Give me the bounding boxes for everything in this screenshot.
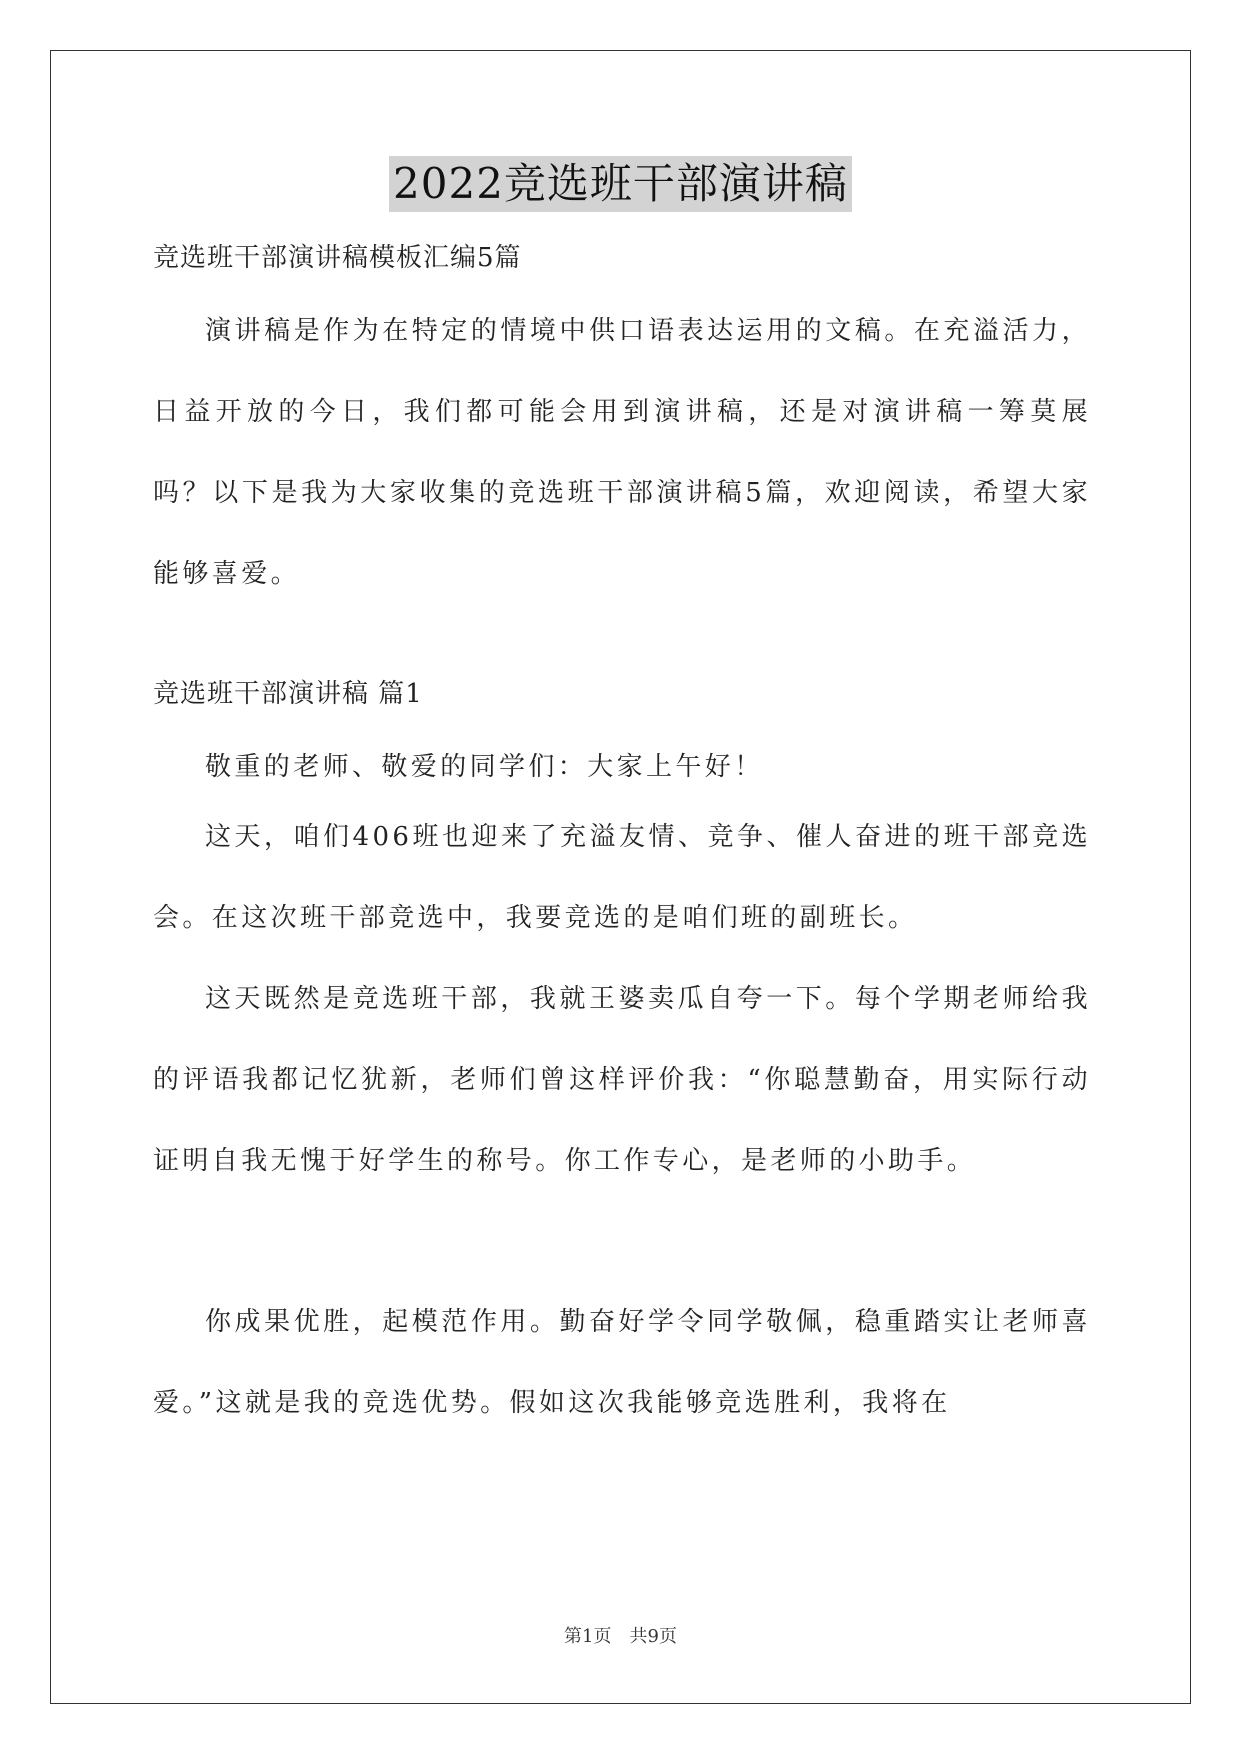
section1-paragraph-2: 这天既然是竞选班干部，我就王婆卖瓜自夸一下。每个学期老师给我的评语我都记忆犹新，老师们曾这样评价我：“你聪慧勤奋，用实际行动证明自我无愧于好学生的称号。你工作专心，是老师的小助手。: [153, 984, 1091, 1176]
section1-paragraph-3: 你成果优胜，起模范作用。勤奋好学令同学敬佩，稳重踏实让老师喜爱。”这就是我的竞选优势。假如这次我能够竞选胜利，我将在: [153, 1307, 1091, 1418]
greeting-line: 敬重的老师、敬爱的同学们：大家上午好！: [205, 752, 764, 782]
section1-paragraph-1: 这天，咱们406班也迎来了充溢友情、竞争、催人奋进的班干部竞选会。在这次班干部竞选中，我要竞选的是咱们班的副班长。: [153, 822, 1091, 933]
page-number-label: 第1页 共9页: [564, 1626, 677, 1647]
document-title: 2022竞选班干部演讲稿: [389, 156, 852, 212]
intro-paragraph: 演讲稿是作为在特定的情境中供口语表达运用的文稿。在充溢活力，日益开放的今日，我们都可能会用到演讲稿，还是对演讲稿一筹莫展吗？以下是我为大家收集的竞选班干部演讲稿5篇，欢迎阅读，希望大家能够喜爱。: [153, 316, 1091, 589]
document-title-wrapper: [0, 156, 1241, 212]
page-footer: [0, 1625, 1241, 1649]
section-heading-1: 竞选班干部演讲稿 篇1: [153, 679, 423, 709]
document-subtitle: 竞选班干部演讲稿模板汇编5篇: [153, 243, 522, 273]
